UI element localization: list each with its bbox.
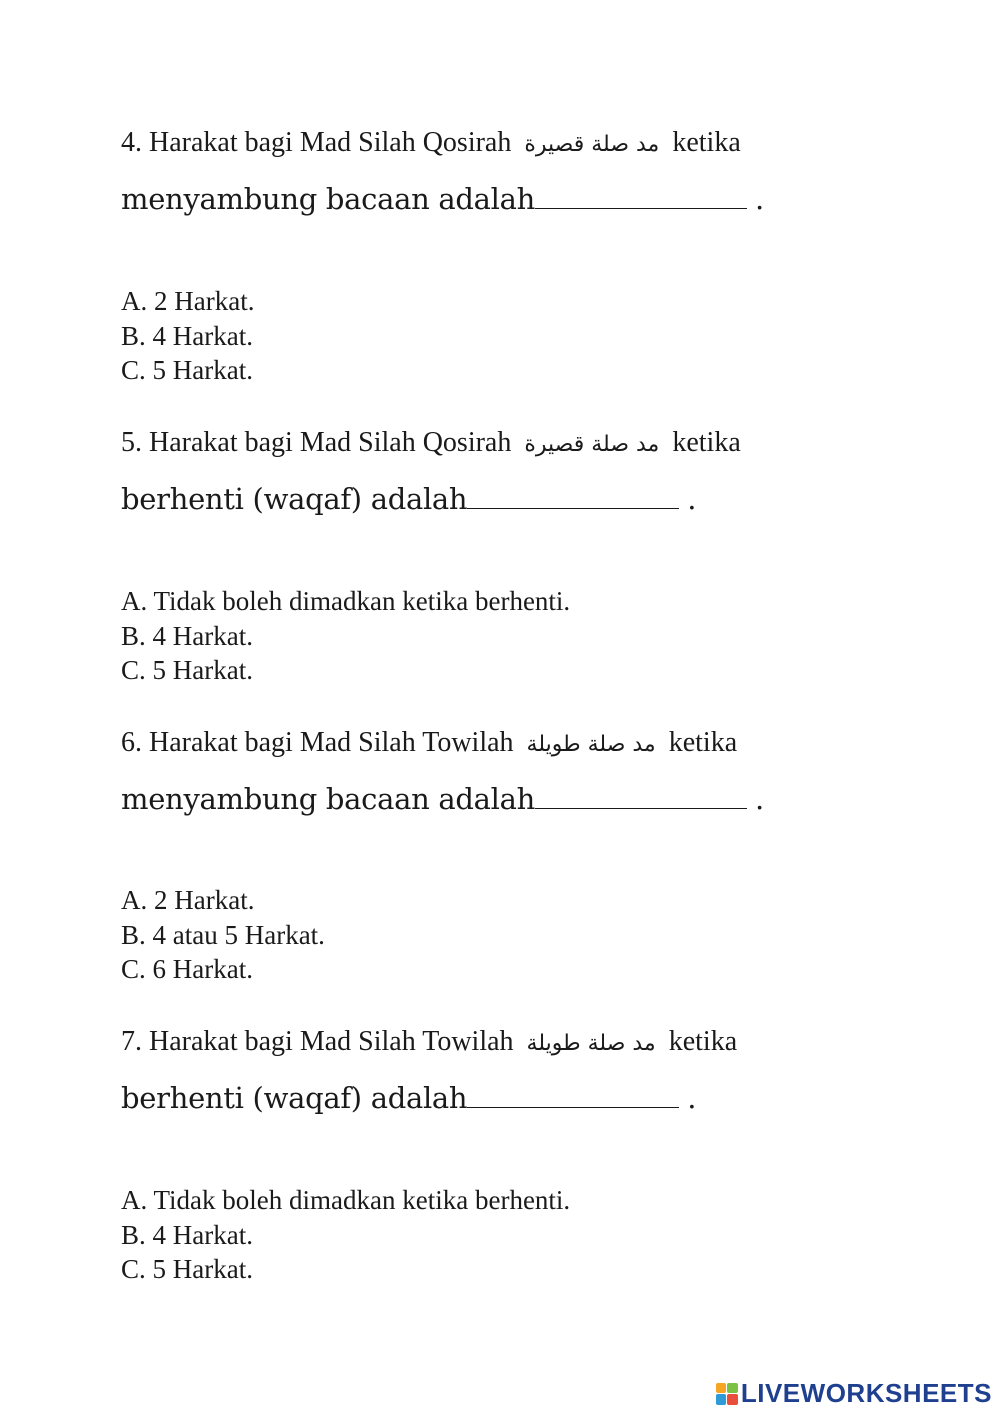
question-6-line-1	[121, 726, 881, 762]
liveworksheets-logo-icon	[716, 1383, 738, 1405]
question-5-line-2	[121, 482, 881, 516]
question-4-options	[121, 284, 254, 388]
question-4-suffix: ketika	[672, 127, 741, 158]
question-5-prefix: 5. Harakat bagi Mad Silah Qosirah	[121, 427, 512, 458]
question-7-prefix: 7. Harakat bagi Mad Silah Towilah	[121, 1026, 514, 1057]
question-6-prefix: 6. Harakat bagi Mad Silah Towilah	[121, 727, 514, 758]
logo-mark-square-3	[716, 1394, 727, 1405]
question-7-suffix: ketika	[668, 1026, 738, 1057]
question-4-end: .	[754, 182, 764, 216]
question-7	[121, 1025, 881, 1115]
liveworksheets-logo-text: LIVEWORKSHEETS	[740, 1378, 992, 1408]
question-4-answer-blank[interactable]	[535, 182, 747, 209]
logo-mark-square-4	[727, 1394, 738, 1405]
question-7-option-c[interactable]: C. 5 Harkat.	[121, 1254, 253, 1284]
question-4-arabic-term: مد صلة قصيرة	[524, 132, 660, 157]
question-7-options	[121, 1183, 570, 1287]
logo-mark-square-2	[727, 1383, 738, 1394]
question-5-answer-blank[interactable]	[467, 482, 679, 509]
question-6-end: .	[754, 782, 764, 816]
question-5-arabic-term: مد صلة قصيرة	[524, 432, 660, 457]
question-5-option-a[interactable]: A. Tidak boleh dimadkan ketika berhenti.	[121, 586, 571, 616]
logo-mark-square-1	[716, 1383, 727, 1394]
question-7-option-a[interactable]: A. Tidak boleh dimadkan ketika berhenti.	[121, 1185, 571, 1215]
question-6-options	[121, 883, 325, 987]
question-7-answer-blank[interactable]	[467, 1081, 679, 1108]
question-6-option-b[interactable]: B. 4 atau 5 Harkat.	[121, 919, 325, 950]
question-4-option-c[interactable]: C. 5 Harkat.	[121, 355, 253, 385]
question-5-end: .	[687, 482, 697, 516]
question-6-suffix: ketika	[668, 727, 738, 758]
question-6-answer-blank[interactable]	[535, 782, 747, 809]
question-4-option-b[interactable]: B. 4 Harkat.	[121, 320, 253, 351]
question-6-arabic-term: مد صلة طويلة	[526, 732, 656, 757]
question-5-options	[121, 584, 570, 688]
question-7-arabic-term: مد صلة طويلة	[526, 1031, 656, 1056]
question-5	[121, 426, 881, 516]
question-5-line-1	[121, 426, 881, 462]
question-6-option-c[interactable]: C. 6 Harkat.	[121, 954, 253, 984]
question-4-prefix: 4. Harakat bagi Mad Silah Qosirah	[121, 127, 512, 158]
question-4-option-a[interactable]: A. 2 Harkat.	[121, 286, 255, 316]
question-5-option-c[interactable]: C. 5 Harkat.	[121, 655, 253, 685]
question-5-line-2-text: berhenti (waqaf) adalah	[121, 482, 468, 516]
question-7-line-2-text: berhenti (waqaf) adalah	[121, 1081, 468, 1115]
question-4-line-2	[121, 182, 881, 216]
question-5-option-b[interactable]: B. 4 Harkat.	[121, 620, 253, 651]
question-6-line-2-text: menyambung bacaan adalah	[121, 782, 535, 816]
question-7-line-2	[121, 1081, 881, 1115]
question-4-line-2-text: menyambung bacaan adalah	[121, 182, 535, 216]
question-4	[121, 126, 881, 216]
question-6-option-a[interactable]: A. 2 Harkat.	[121, 885, 255, 915]
question-4-line-1	[121, 126, 881, 162]
question-7-end: .	[687, 1081, 697, 1115]
liveworksheets-logo[interactable]	[716, 1378, 992, 1409]
question-6-line-2	[121, 782, 881, 816]
question-5-suffix: ketika	[672, 427, 741, 458]
question-7-line-1	[121, 1025, 881, 1061]
question-7-option-b[interactable]: B. 4 Harkat.	[121, 1219, 253, 1250]
question-6	[121, 726, 881, 816]
